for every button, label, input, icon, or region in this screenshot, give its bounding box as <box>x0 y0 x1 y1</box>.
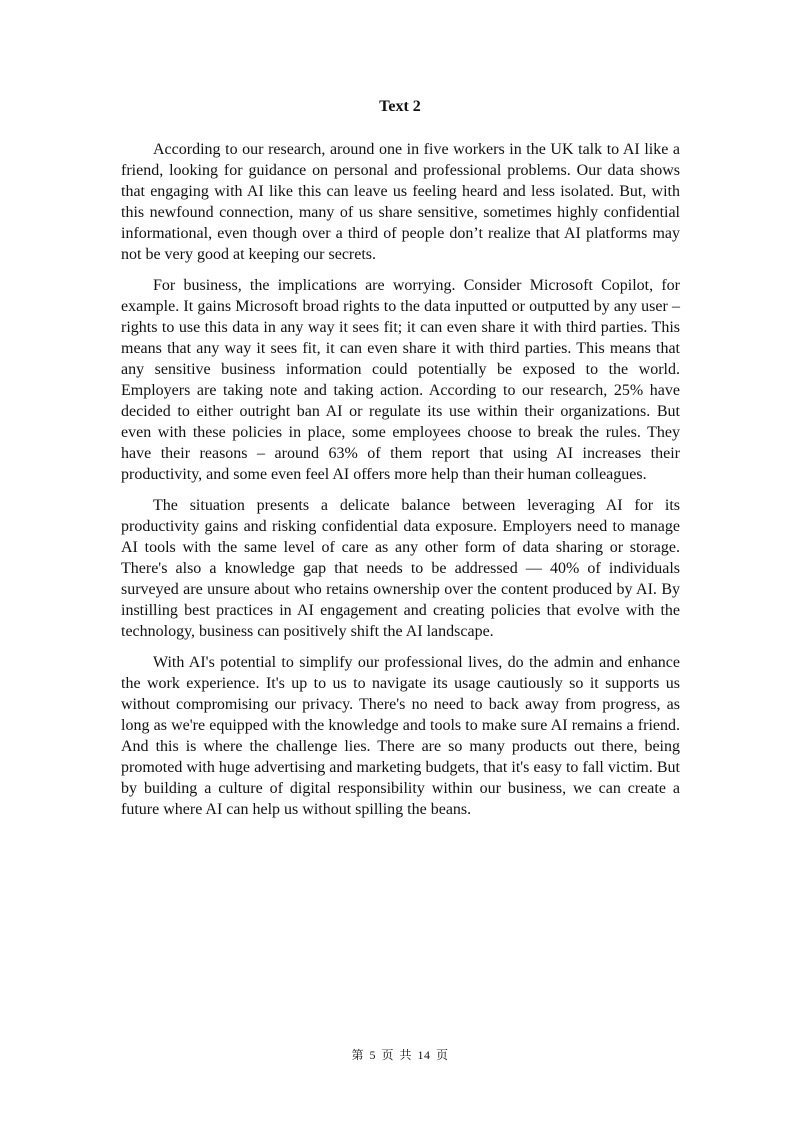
page-number-footer: 第 5 页 共 14 页 <box>351 1048 449 1062</box>
paragraph-4: With AI's potential to simplify our professional lives, do the admin and enhance the work experience. It's up to us to navigate its usage cautiously so it supports us without compromising our privacy. There's no need to back away from progress, as long as we're equipped with the knowledge and tools to make sure AI remains a friend. And this is where the challenge lies. There are so many products out there, being promoted with huge advertising and marketing budgets, that it's easy to fall victim. But by building a culture of digital responsibility within our business, we can create a future where AI can help us without spilling the beans. <box>121 654 680 818</box>
document-body <box>121 139 680 830</box>
document-title: Text 2 <box>379 98 421 115</box>
paragraph-1: According to our research, around one in five workers in the UK talk to AI like a friend, looking for guidance on personal and professional problems. Our data shows that engaging with AI like this can leave us feeling heard and less isolated. But, with this newfound connection, many of us share sensitive, sometimes highly confidential informational, even though over a third of people don’t realize that AI platforms may not be very good at keeping our secrets. <box>121 141 680 263</box>
paragraph-3: The situation presents a delicate balance between leveraging AI for its productivity gains and risking confidential data exposure. Employers need to manage AI tools with the same level of care as any other form of data sharing or storage. There's also a knowledge gap that needs to be addressed — 40% of individuals surveyed are unsure about who retains ownership over the content produced by AI. By instilling best practices in AI engagement and creating policies that evolve with the technology, business can positively shift the AI landscape. <box>121 497 680 640</box>
paragraph-2: For business, the implications are worrying. Consider Microsoft Copilot, for example. It gains Microsoft broad rights to the data inputted or outputted by any user – rights to use this data in any way it sees fit; it can even share it with third parties. This means that any way it sees fit, it can even share it with third parties. This means that any sensitive business information could potentially be exposed to the world. Employers are taking note and taking action. According to our research, 25% have decided to either outright ban AI or regulate its use within their organizations. But even with these policies in place, some employees choose to break the rules. They have their reasons – around 63% of them report that using AI increases their productivity, and some even feel AI offers more help than their human colleagues. <box>121 277 680 483</box>
